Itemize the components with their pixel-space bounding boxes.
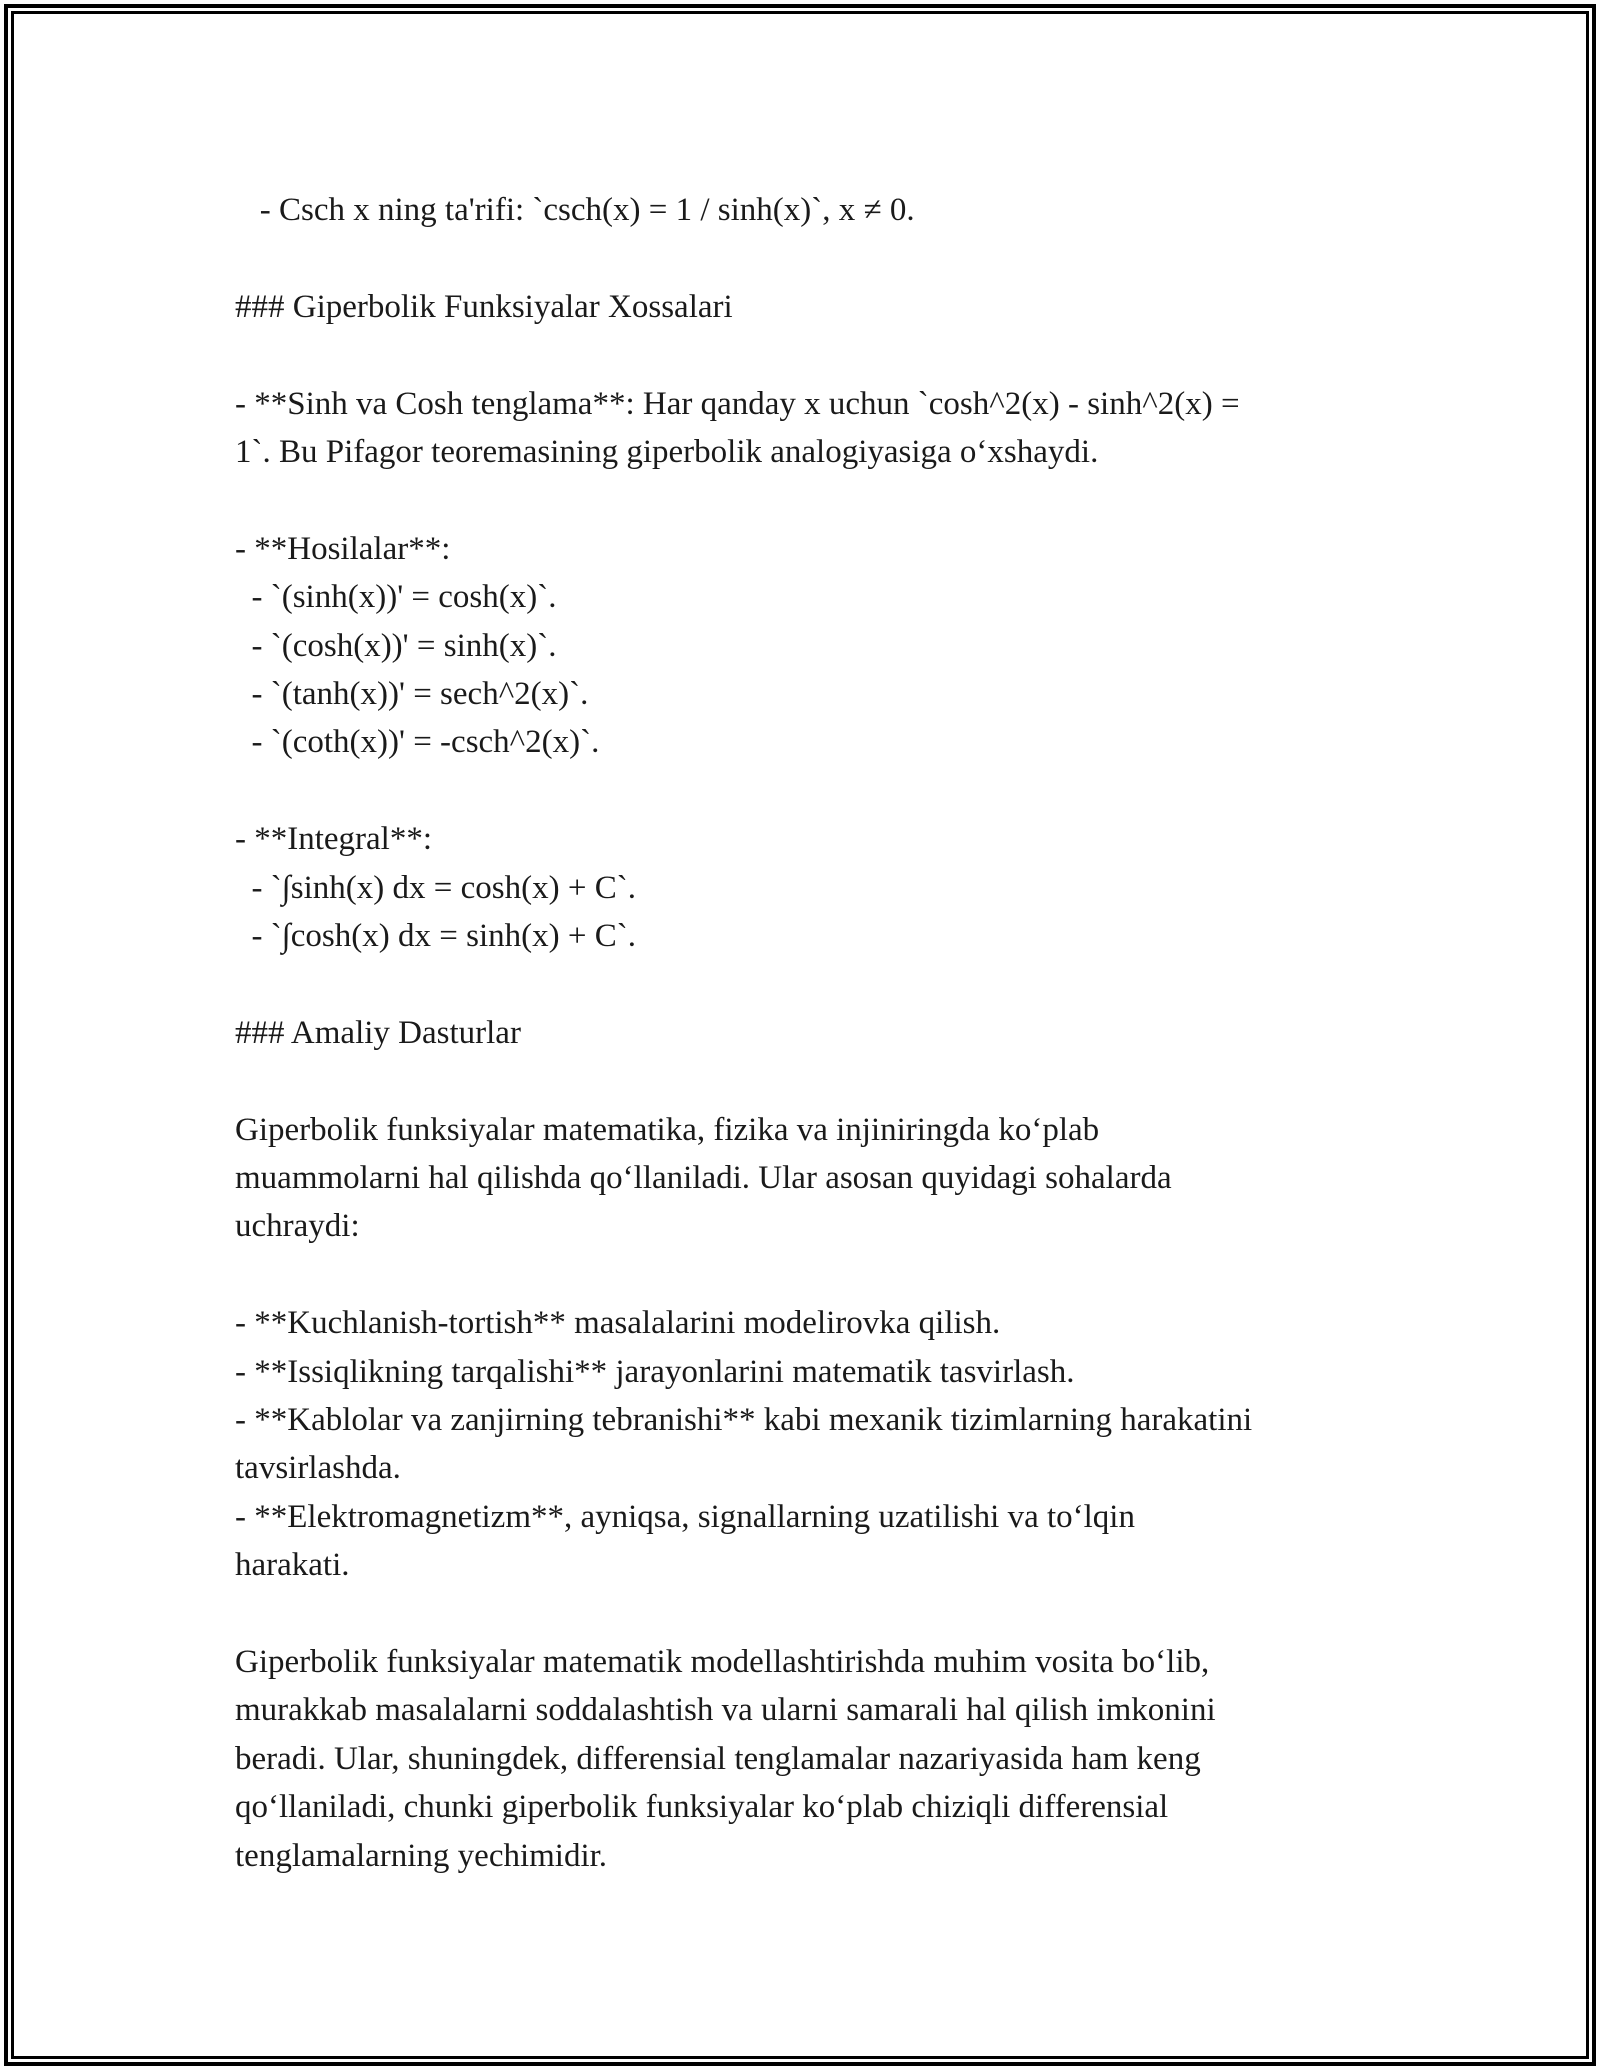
text-line: - `(tanh(x))' = sech^2(x)`. bbox=[235, 676, 589, 713]
text-line: - **Issiqlikning tarqalishi** jarayonlarini matematik tasvirlash. bbox=[235, 1353, 1075, 1390]
text-line: - `(cosh(x))' = sinh(x)`. bbox=[235, 627, 557, 664]
text-line: - `(coth(x))' = -csch^2(x)`. bbox=[235, 724, 600, 761]
text-line: harakati. bbox=[235, 1547, 350, 1584]
text-line: - `∫sinh(x) dx = cosh(x) + C`. bbox=[235, 869, 636, 906]
section-heading: ### Amaliy Dasturlar bbox=[235, 1014, 521, 1051]
text-line: Giperbolik funksiyalar matematika, fizika va injiniringda ko‘plab bbox=[235, 1111, 1100, 1148]
blank-line bbox=[235, 1251, 1375, 1299]
text-line: tavsirlashda. bbox=[235, 1450, 401, 1487]
text-line: - **Sinh va Cosh tenglama**: Har qanday x uchun `cosh^2(x) - sinh^2(x) = bbox=[235, 385, 1240, 422]
text-line: muammolarni hal qilishda qo‘llaniladi. Ular asosan quyidagi sohalarda bbox=[235, 1160, 1172, 1197]
text-line: - **Hosilalar**: bbox=[235, 530, 451, 567]
blank-line bbox=[235, 476, 1375, 524]
text-line: - **Kuchlanish-tortish** masalalarini modelirovka qilish. bbox=[235, 1305, 1001, 1342]
text-line: beradi. Ular, shuningdek, differensial tenglamalar nazariyasida ham keng bbox=[235, 1740, 1201, 1777]
text-line: qo‘llaniladi, chunki giperbolik funksiyalar ko‘plab chiziqli differensial bbox=[235, 1789, 1169, 1826]
blank-line bbox=[235, 767, 1375, 815]
section-heading: ### Giperbolik Funksiyalar Xossalari bbox=[235, 288, 733, 325]
text-line: - `(sinh(x))' = cosh(x)`. bbox=[235, 579, 557, 616]
text-line: uchraydi: bbox=[235, 1208, 360, 1245]
text-line: murakkab masalalarni soddalashtish va ularni samarali hal qilish imkonini bbox=[235, 1692, 1216, 1729]
text-line: - **Elektromagnetizm**, ayniqsa, signallarning uzatilishi va to‘lqin bbox=[235, 1498, 1135, 1535]
text-line: Giperbolik funksiyalar matematik modellashtirishda muhim vosita bo‘lib, bbox=[235, 1644, 1210, 1681]
document-body bbox=[235, 186, 1375, 1880]
text-line: - **Kablolar va zanjirning tebranishi** kabi mexanik tizimlarning harakatini bbox=[235, 1402, 1253, 1439]
text-line: tenglamalarning yechimidir. bbox=[235, 1837, 608, 1874]
blank-line bbox=[235, 1590, 1375, 1638]
text-line: - Csch x ning ta'rifi: `csch(x) = 1 / sinh(x)`, x ≠ 0. bbox=[235, 192, 915, 228]
blank-line bbox=[235, 331, 1375, 379]
text-line: - **Integral**: bbox=[235, 821, 433, 858]
text-line: 1`. Bu Pifagor teoremasining giperbolik analogiyasiga o‘xshaydi. bbox=[235, 434, 1099, 470]
blank-line bbox=[235, 234, 1375, 282]
blank-line bbox=[235, 960, 1375, 1008]
text-line: - `∫cosh(x) dx = sinh(x) + C`. bbox=[235, 918, 636, 955]
blank-line bbox=[235, 1057, 1375, 1105]
